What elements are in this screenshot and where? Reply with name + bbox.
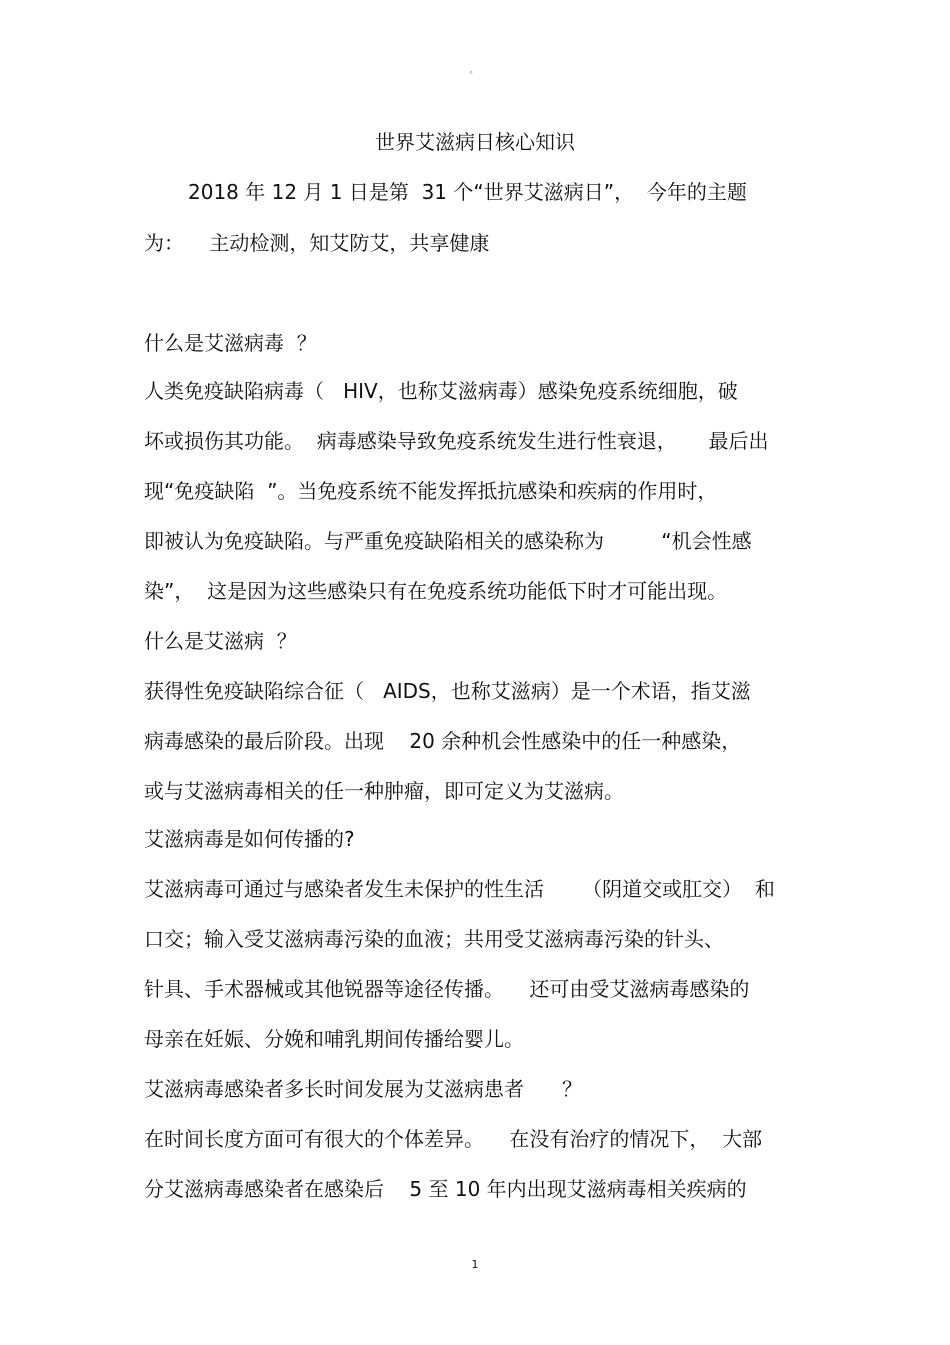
section-heading: 什么是艾滋病 ？ bbox=[144, 629, 297, 653]
paragraph-line: 口交；输入受艾滋病毒污染的血液；共用受艾滋病毒污染的针头、 bbox=[144, 927, 724, 951]
paragraph-line: 即被认为免疫缺陷。与严重免疫缺陷相关的感染称为 “机会性感 bbox=[144, 529, 752, 553]
section-heading: 艾滋病毒是如何传播的? bbox=[144, 827, 355, 851]
paragraph-line: 人类免疫缺陷病毒（ HIV，也称艾滋病毒）感染免疫系统细胞，破 bbox=[144, 379, 738, 403]
paragraph-line: 母亲在妊娠、分娩和哺乳期间传播给婴儿。 bbox=[144, 1027, 524, 1051]
paragraph-line: 艾滋病毒可通过与感染者发生未保护的性生活 （阴道交或肛交） 和 bbox=[144, 877, 775, 901]
paragraph-line: 针具、手术器械或其他锐器等途径传播。 还可由受艾滋病毒感染的 bbox=[144, 977, 750, 1001]
paragraph-line: 病毒感染的最后阶段。出现 20 余种机会性感染中的任一种感染， bbox=[144, 729, 742, 753]
paragraph-line: 在时间长度方面可有很大的个体差异。 在没有治疗的情况下， 大部 bbox=[144, 1127, 763, 1151]
paragraph-line: 染”， 这是因为这些感染只有在免疫系统功能低下时才可能出现。 bbox=[144, 579, 728, 603]
paragraph-line: 分艾滋病毒感染者在感染后 5 至 10 年内出现艾滋病毒相关疾病的 bbox=[144, 1177, 747, 1201]
document-title: 世界艾滋病日核心知识 bbox=[375, 130, 575, 154]
paragraph-line: 或与艾滋病毒相关的任一种肿瘤，即可定义为艾滋病。 bbox=[144, 779, 624, 803]
paragraph-line: 现“免疫缺陷 ”。当免疫系统不能发挥抵抗感染和疾病的作用时， bbox=[144, 479, 718, 503]
header-mark: ° bbox=[469, 70, 473, 79]
page-number: 1 bbox=[471, 1258, 479, 1271]
intro-line: 为： 主动检测，知艾防艾，共享健康 bbox=[144, 231, 490, 255]
section-heading: 什么是艾滋病毒 ？ bbox=[144, 331, 317, 355]
paragraph-line: 坏或损伤其功能。 病毒感染导致免疫系统发生进行性衰退， 最后出 bbox=[144, 429, 769, 453]
intro-line: 2018 年 12 月 1 日是第 31 个“世界艾滋病日”， 今年的主题 bbox=[188, 180, 747, 204]
paragraph-line: 获得性免疫缺陷综合征（ AIDS，也称艾滋病）是一个术语，指艾滋 bbox=[144, 679, 751, 703]
section-heading: 艾滋病毒感染者多长时间发展为艾滋病患者 ？ bbox=[144, 1077, 583, 1101]
